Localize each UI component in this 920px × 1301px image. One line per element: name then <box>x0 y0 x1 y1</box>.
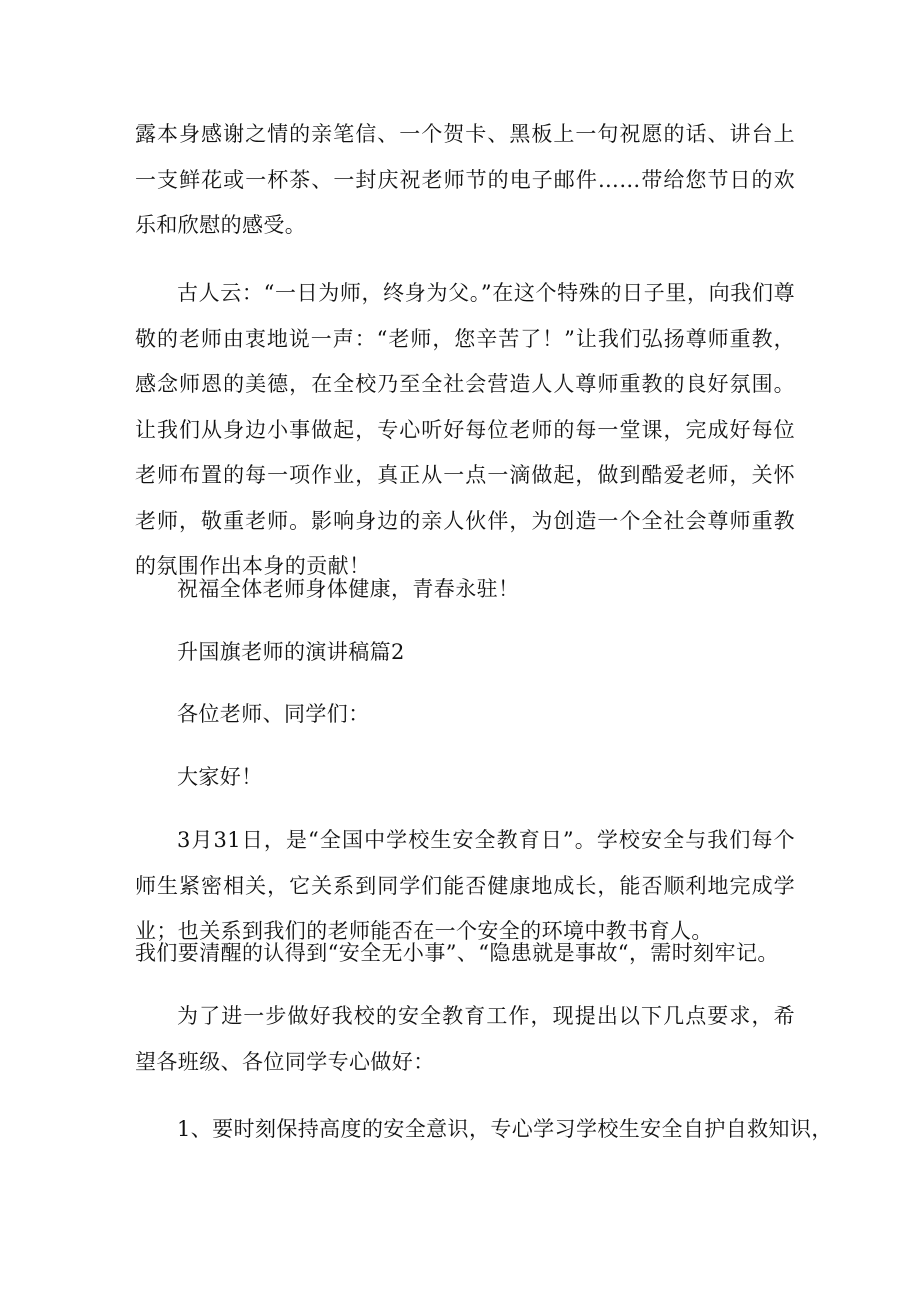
section-heading-speech-2: 升国旗老师的演讲稿篇2 <box>177 640 405 664</box>
list-item-requirement-1: 1、要时刻保持高度的安全意识，专心学习学校生安全自护自救知识， <box>177 1117 833 1141</box>
paragraph-blessing: 祝福全体老师身体健康，青春永驻！ <box>177 577 520 601</box>
paragraph-salutation: 各位老师、同学们： <box>177 702 370 726</box>
paragraph-greeting: 大家好！ <box>177 765 263 789</box>
paragraph-safety-awareness: 我们要清醒的认得到“安全无小事”、“隐患就是事故“，需时刻牢记。 <box>135 941 779 965</box>
paragraph-gratitude-expressions: 露本身感谢之情的亲笔信、一个贺卡、黑板上一句祝愿的话、讲台上一支鲜花或一杯茶、一封庆祝老师节的电子邮件……带给您节日的欢乐和欣慰的感受。 <box>135 122 795 237</box>
paragraph-safety-day: 3月31日，是“全国中学校生安全教育日”。学校安全与我们每个师生紧密相关，它关系到同学们能否健康地成长，能否顺利地完成学业；也关系到我们的老师能否在一个安全的环境中教书育人。 <box>135 828 795 943</box>
paragraph-respect-teachers: 古人云：“一日为师，终身为父。”在这个特殊的日子里，向我们尊敬的老师由衷地说一声：“老师，您辛苦了！”让我们弘扬尊师重教，感念师恩的美德，在全校乃至全社会营造人人尊师重教的良好氛围。让我们从身边小事做起，专心听好每位老师的每一堂课，完成好每位老师布置的每一项作业，真正从一点一滴做起，做到酷爱老师，关怀老师，敬重老师。影响身边的亲人伙伴，为创造一个全社会尊师重教的氛围作出本身的贡献！ <box>135 281 795 578</box>
paragraph-requirements-intro: 为了进一步做好我校的安全教育工作，现提出以下几点要求，希望各班级、各位同学专心做好： <box>135 1004 795 1074</box>
